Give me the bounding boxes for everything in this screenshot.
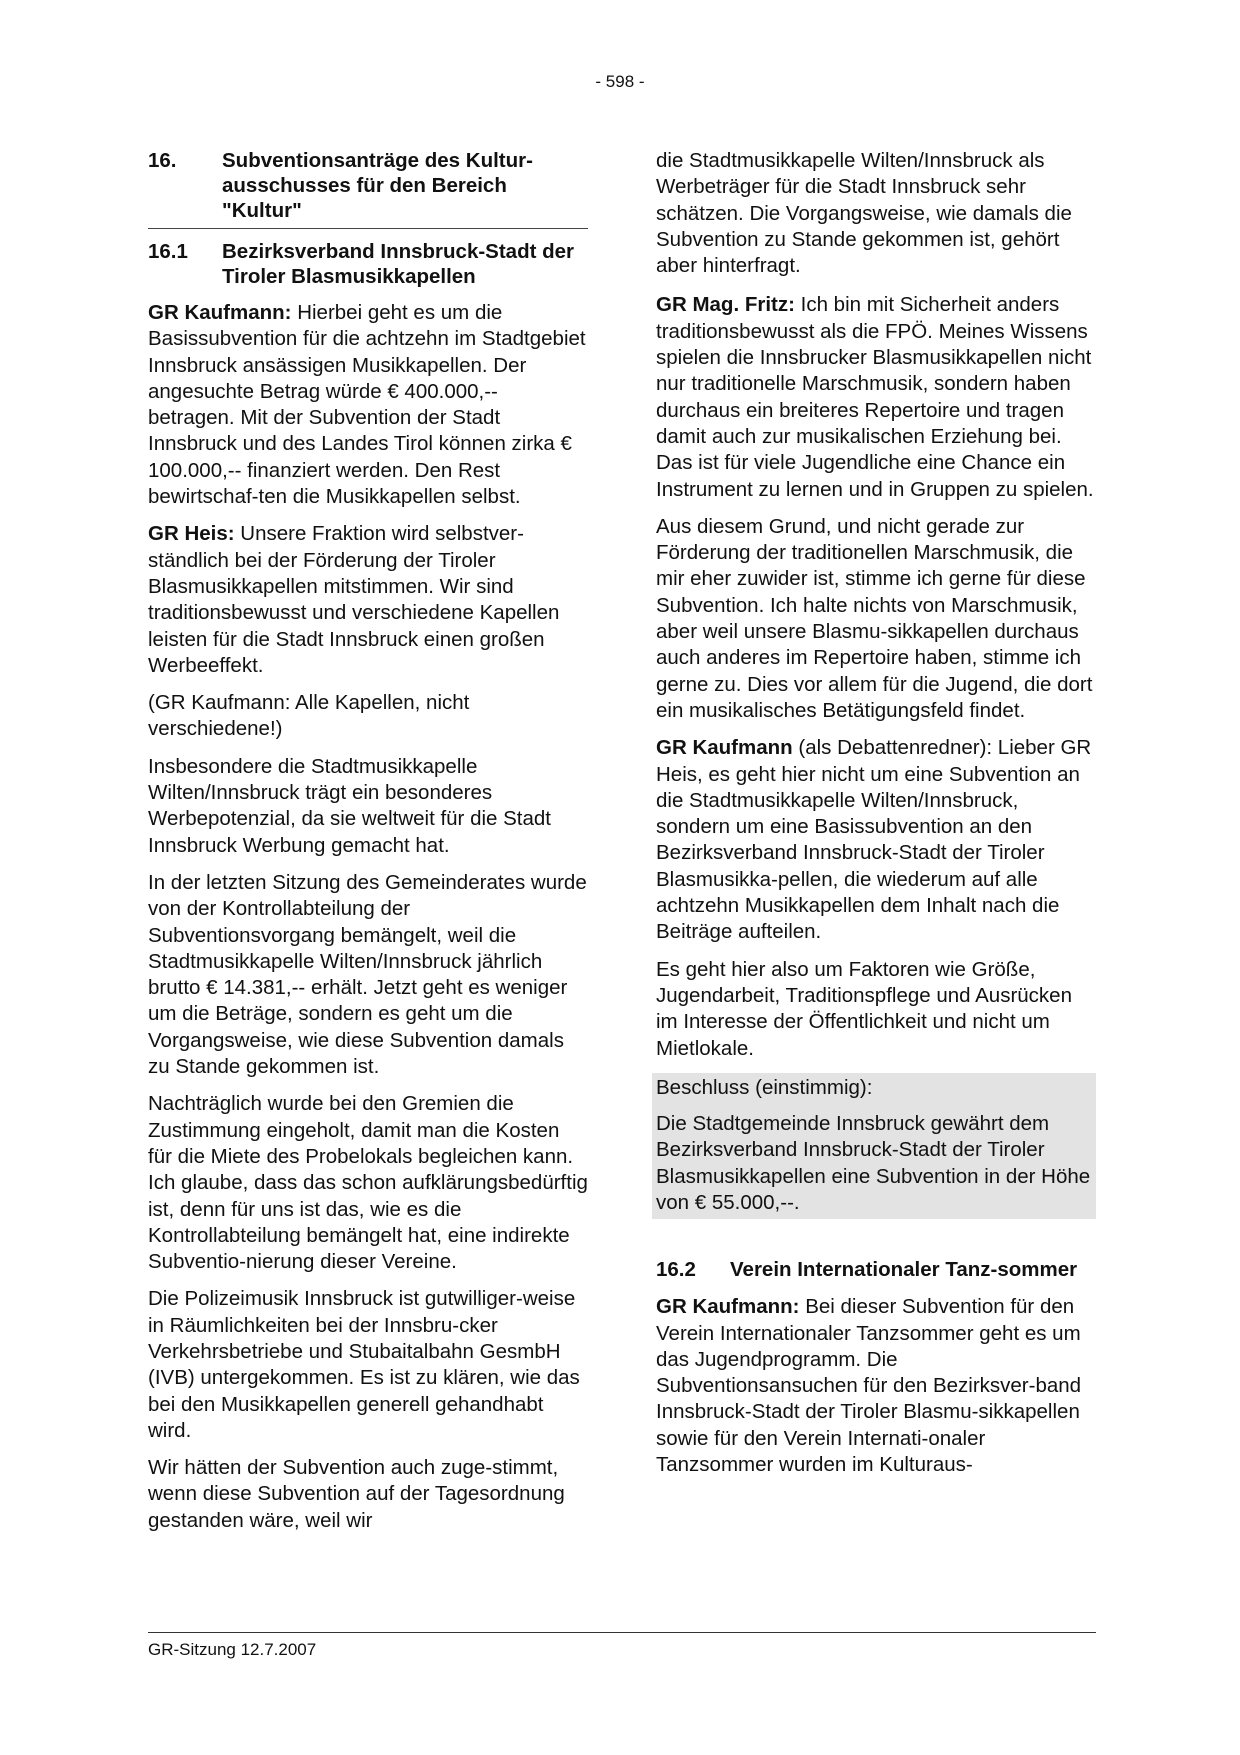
speaker-name: GR Kaufmann: xyxy=(656,1295,800,1319)
section-title: Subventionsanträge des Kultur-ausschusses für den Bereich "Kultur" xyxy=(222,149,533,222)
paragraph-kaufmann xyxy=(656,1294,1096,1478)
paragraph: Nachträglich wurde bei den Gremien die Zustimmung eingeholt, damit man die Kosten für die Miete des Probelokals begleichen kann. Ich glaube, dass das schon aufklärungsbedürftig ist, denn für uns ist das, wie es die Kontrollabteilung bemängelt hat, eine indirekte Subventio-nierung dieser Vereine. xyxy=(148,1092,588,1274)
paragraph-kaufmann-debate xyxy=(656,735,1096,945)
speaker-name: GR Heis: xyxy=(148,522,235,546)
resolution-label: Beschluss (einstimmig): xyxy=(656,1075,873,1099)
paragraph: Es geht hier also um Faktoren wie Größe, Jugendarbeit, Traditionspflege und Ausrücken im Interesse der Öffentlichkeit und nicht um Mietlokale. xyxy=(656,957,1072,1060)
section-number: 16. xyxy=(148,149,177,172)
paragraph: Insbesondere die Stadtmusikkapelle Wilten/Innsbruck trägt ein besonderes Werbepotenzial, da sie weltweit für die Stadt Innsbruck Werbung gemacht hat. xyxy=(148,754,552,857)
resolution-box xyxy=(652,1073,1096,1219)
resolution-text: Die Stadtgemeinde Innsbruck gewährt dem Bezirksverband Innsbruck-Stadt der Tiroler Blasmusikkapellen eine Subvention in der Höhe von € 55.000,--. xyxy=(656,1112,1091,1214)
paragraph: Wir hätten der Subvention auch zuge-stimmt, wenn diese Subvention auf der Tagesordnung gestanden wäre, weil wir xyxy=(148,1456,565,1532)
speech-text: Unsere Fraktion wird selbstver-ständlich bei der Förderung der Tiroler Blasmusikkapellen mitstimmen. Wir sind traditionsbewusst und verschiedene Kapellen leisten für die Stadt Innsbruck einen großen Werbeeffekt. xyxy=(148,522,560,677)
paragraph: In der letzten Sitzung des Gemeinderates wurde von der Kontrollabteilung der Subventionsvorgang bemängelt, weil die Stadtmusikkapelle Wilten/Innsbruck jährlich brutto € 14.381,-- erhält. Jetzt geht es weniger um die Beträge, sondern es geht um die Vorgangsweise, wie diese Subvention damals zu Stande gekommen ist. xyxy=(148,870,587,1079)
footer-divider xyxy=(148,1632,1096,1633)
paragraph: Aus diesem Grund, und nicht gerade zur Förderung der traditionellen Marschmusik, die mir eher zuwider ist, stimme ich gerne für diese Subvention. Ich halte nichts von Marschmusik, aber weil unsere Blasmu-sikkapellen durchaus auch anderes im Repertoire haben, stimme ich gerne zu. Dies vor allem für die Jugend, die dort ein musikalisches Betätigungsfeld findet. xyxy=(656,514,1093,722)
speech-text: Hierbei geht es um die Basissubvention für die achtzehn im Stadtgebiet Innsbruck ansässigen Musikkapellen. Der angesuchte Betrag würde € 400.000,-- betragen. Mit der Subvention der Stadt Innsbruck und des Landes Tirol können zirka € 100.000,-- finanziert werden. Den Rest bewirtschaf-ten die Musikkapellen selbst. xyxy=(148,301,586,509)
speech-text: Bei dieser Subvention für den Verein Internationaler Tanzsommer geht es um das Jugendprogramm. Die Subventionsansuchen für den Bezirksver-band Innsbruck-Stadt der Tiroler Blasmu-sikkapellen sowie für den Verein Internati-onaler Tanzsommer wurden im Kulturaus- xyxy=(656,1295,1082,1477)
speaker-name: GR Kaufmann: xyxy=(148,301,292,324)
section-number: 16.1 xyxy=(148,240,188,263)
paragraph-heis xyxy=(148,521,588,679)
section-heading-16-1 xyxy=(148,239,588,289)
speaker-name: GR Mag. Fritz: xyxy=(656,293,795,317)
speaker-name: GR Kaufmann xyxy=(656,736,793,760)
section-title: Bezirksverband Innsbruck-Stadt der Tiroler Blasmusikkapellen xyxy=(222,240,575,288)
paragraph: die Stadtmusikkapelle Wilten/Innsbruck als Werbeträger für die Stadt Innsbruck sehr schätzen. Die Vorgangsweise, wie damals die Subvention zu Stande gekommen ist, gehört aber hinterfragt. xyxy=(656,149,1072,278)
right-column xyxy=(656,148,1096,1489)
paragraph-interjection: (GR Kaufmann: Alle Kapellen, nicht verschiedene!) xyxy=(148,691,470,741)
section-number: 16.2 xyxy=(656,1258,696,1282)
section-heading-16-2 xyxy=(656,1257,1096,1282)
paragraph-fritz xyxy=(656,292,1096,502)
speech-text: Ich bin mit Sicherheit anders traditionsbewusst als die FPÖ. Meines Wissens spielen die Innsbrucker Blasmusikkapellen nicht nur traditionelle Marschmusik, sondern haben durchaus ein breiteres Repertoire und tragen damit auch zur musikalischen Erziehung bei. Das ist für viele Jugendliche eine Chance ein Instrument zu lernen und in Gruppen zu spielen. xyxy=(656,293,1094,501)
section-heading-16 xyxy=(148,148,588,229)
left-column xyxy=(148,148,588,1545)
paragraph: Die Polizeimusik Innsbruck ist gutwilliger-weise in Räumlichkeiten bei der Innsbru-cker Verkehrsbetriebe und Stubaitalbahn GesmbH (IVB) untergekommen. Es ist zu klären, wie das bei den Musikkapellen generell gehandhabt wird. xyxy=(148,1287,580,1442)
footer-session-date: GR-Sitzung 12.7.2007 xyxy=(148,1640,317,1659)
page-number: - 598 - xyxy=(595,72,645,91)
speech-text: (als Debattenredner): Lieber GR Heis, es geht hier nicht um eine Subvention an die Stadtmusikkapelle Wilten/Innsbruck, sondern um eine Basissubvention an den Bezirksverband Innsbruck-Stadt der Tiroler Blasmusikka-pellen, die wiederum auf alle achtzehn Musikkapellen dem Inhalt nach die Beiträge aufteilen. xyxy=(656,736,1092,944)
paragraph-kaufmann xyxy=(148,300,588,510)
section-title: Verein Internationaler Tanz-sommer xyxy=(730,1258,1078,1282)
